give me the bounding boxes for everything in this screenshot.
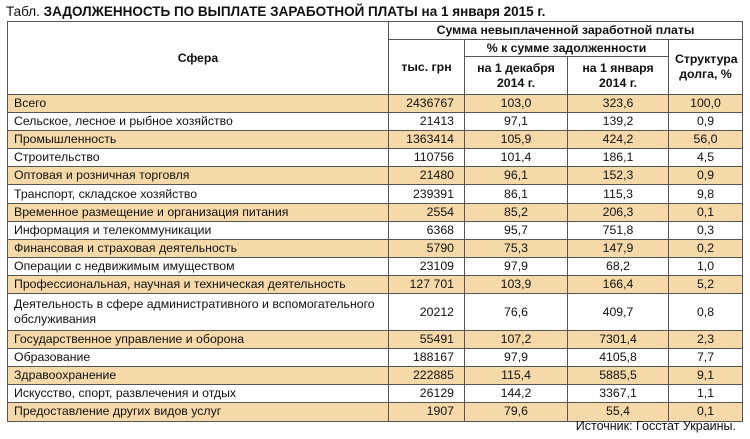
table-row [8,275,743,293]
row-name-cell: Государственное управление и оборона [8,331,389,349]
row-thous-cell: 55491 [389,331,465,349]
title-main: ЗАДОЛЖЕННОСТЬ ПО ВЫПЛАТЕ ЗАРАБОТНОЙ ПЛАТЫ [43,4,418,19]
row-jan-cell: 152,3 [568,167,669,185]
row-dec-cell: 105,9 [465,131,568,149]
row-struct-cell: 0,1 [669,203,743,221]
row-jan-cell: 139,2 [568,113,669,131]
row-dec-cell: 76,6 [465,294,568,331]
row-dec-cell: 144,2 [465,385,568,403]
row-dec-cell: 97,9 [465,257,568,275]
row-thous-cell: 26129 [389,385,465,403]
header-sphere: Сфера [8,22,389,95]
row-dec-cell: 95,7 [465,221,568,239]
row-thous-cell: 21413 [389,113,465,131]
row-struct-cell: 0,9 [669,113,743,131]
row-struct-cell: 0,2 [669,239,743,257]
row-name-cell: Профессиональная, научная и техническая деятельность [8,275,389,293]
table-row [8,149,743,167]
table-row [8,131,743,149]
row-struct-cell: 7,7 [669,349,743,367]
row-struct-cell: 0,9 [669,167,743,185]
row-dec-cell: 86,1 [465,185,568,203]
header-dec-2014: на 1 декабря 2014 г. [465,57,568,95]
row-dec-cell: 107,2 [465,331,568,349]
row-struct-cell: 2,3 [669,331,743,349]
row-name-cell: Временное размещение и организация питания [8,203,389,221]
row-thous-cell: 5790 [389,239,465,257]
row-name-cell: Здравоохранение [8,367,389,385]
title-suffix: на 1 января 2015 г. [421,4,546,19]
row-thous-cell: 222885 [389,367,465,385]
row-name-cell: Транспорт, складское хозяйство [8,185,389,203]
row-thous-cell: 239391 [389,185,465,203]
row-thous-cell: 110756 [389,149,465,167]
source-note: Источник: Госстат Украины. [575,419,736,433]
row-name-cell: Промышленность [8,131,389,149]
title-prefix: Табл. [6,4,40,19]
row-thous-cell: 21480 [389,167,465,185]
table-row [8,221,743,239]
row-jan-cell: 55,4 [568,403,669,421]
header-structure: Структура долга, % [669,40,743,95]
table-row [8,367,743,385]
row-jan-cell: 206,3 [568,203,669,221]
row-name-cell: Всего [8,95,389,113]
row-jan-cell: 751,8 [568,221,669,239]
row-struct-cell: 9,8 [669,185,743,203]
row-jan-cell: 323,6 [568,95,669,113]
row-thous-cell: 127 701 [389,275,465,293]
row-dec-cell: 103,9 [465,275,568,293]
row-struct-cell: 100,0 [669,95,743,113]
table-row [8,185,743,203]
row-jan-cell: 115,3 [568,185,669,203]
row-struct-cell: 9,1 [669,367,743,385]
row-struct-cell: 56,0 [669,131,743,149]
row-jan-cell: 166,4 [568,275,669,293]
row-dec-cell: 85,2 [465,203,568,221]
row-jan-cell: 3367,1 [568,385,669,403]
table-row [8,167,743,185]
row-struct-cell: 1,0 [669,257,743,275]
row-jan-cell: 409,7 [568,294,669,331]
row-name-cell: Строительство [8,149,389,167]
row-dec-cell: 97,1 [465,113,568,131]
row-dec-cell: 103,0 [465,95,568,113]
row-jan-cell: 424,2 [568,131,669,149]
table-title [6,3,545,20]
row-thous-cell: 2554 [389,203,465,221]
row-thous-cell: 1907 [389,403,465,421]
table-row [8,203,743,221]
row-thous-cell: 188167 [389,349,465,367]
header-pct-of-debt: % к сумме задолженности [465,40,669,57]
header-jan-2014: на 1 января 2014 г. [568,57,669,95]
row-name-cell: Образование [8,349,389,367]
row-name-cell: Сельское, лесное и рыбное хозяйство [8,113,389,131]
row-jan-cell: 4105,8 [568,349,669,367]
row-jan-cell: 68,2 [568,257,669,275]
row-thous-cell: 23109 [389,257,465,275]
row-name-cell: Искусство, спорт, развлечения и отдых [8,385,389,403]
row-name-cell: Деятельность в сфере административного и вспомогательного обслуживания [8,294,389,331]
row-name-cell: Предоставление других видов услуг [8,403,389,421]
row-struct-cell: 0,1 [669,403,743,421]
table-row [8,257,743,275]
row-thous-cell: 20212 [389,294,465,331]
row-dec-cell: 75,3 [465,239,568,257]
row-jan-cell: 5885,5 [568,367,669,385]
row-struct-cell: 5,2 [669,275,743,293]
row-struct-cell: 0,3 [669,221,743,239]
table-row [8,239,743,257]
row-dec-cell: 101,4 [465,149,568,167]
row-struct-cell: 1,1 [669,385,743,403]
table-row [8,331,743,349]
header-sum-unpaid: Сумма невыплаченной заработной платы [389,22,743,40]
row-jan-cell: 147,9 [568,239,669,257]
row-name-cell: Финансовая и страховая деятельность [8,239,389,257]
row-name-cell: Информация и телекоммуникации [8,221,389,239]
table-row [8,294,743,331]
row-name-cell: Оптовая и розничная торговля [8,167,389,185]
wage-debt-table [7,21,743,422]
table-header [8,22,743,95]
table-row [8,113,743,131]
table-row [8,95,743,113]
table-body [8,95,743,422]
row-name-cell: Операции с недвижимым имуществом [8,257,389,275]
row-thous-cell: 6368 [389,221,465,239]
row-dec-cell: 96,1 [465,167,568,185]
row-thous-cell: 2436767 [389,95,465,113]
table-row [8,349,743,367]
row-thous-cell: 1363414 [389,131,465,149]
row-jan-cell: 7301,4 [568,331,669,349]
row-dec-cell: 97,9 [465,349,568,367]
row-dec-cell: 79,6 [465,403,568,421]
row-jan-cell: 186,1 [568,149,669,167]
row-struct-cell: 4,5 [669,149,743,167]
row-struct-cell: 0,8 [669,294,743,331]
row-dec-cell: 115,4 [465,367,568,385]
table-row [8,385,743,403]
header-thous-uah: тыс. грн [389,40,465,95]
